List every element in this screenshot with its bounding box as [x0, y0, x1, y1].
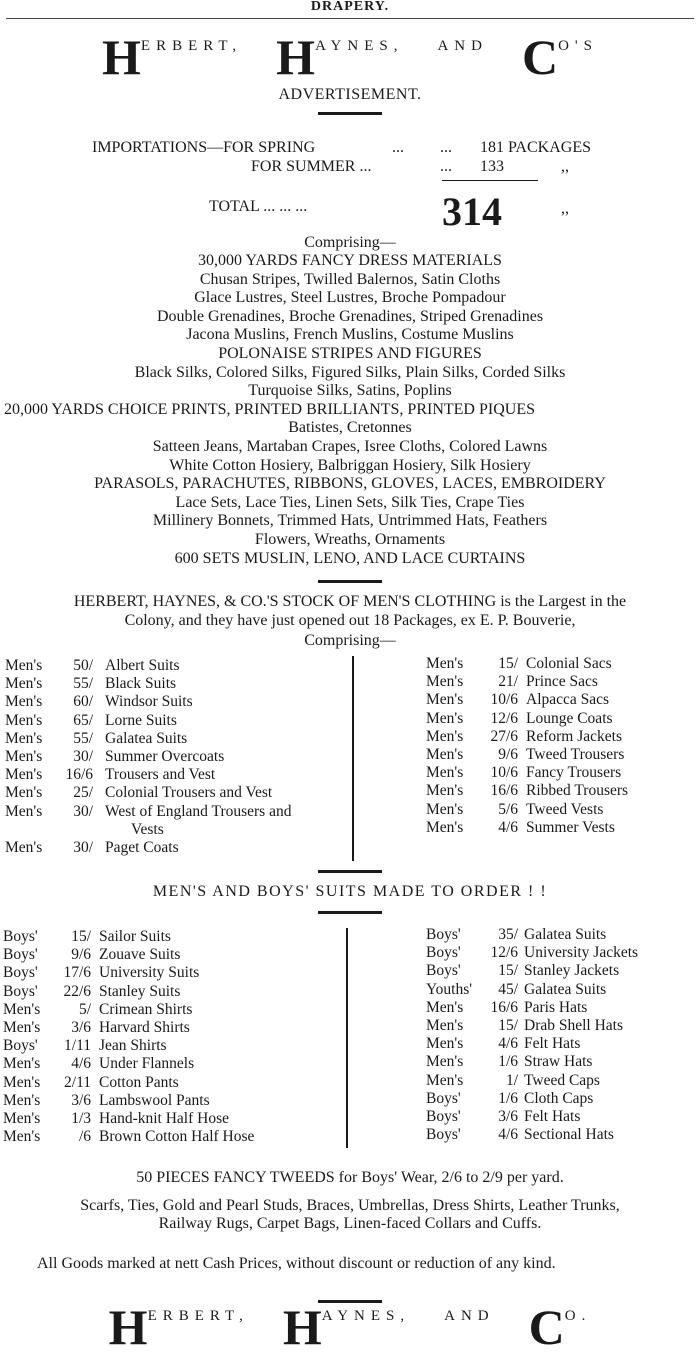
row-item: Cloth Caps — [524, 1089, 594, 1107]
price-row — [3, 1001, 343, 1019]
row-price: 30/ — [73, 747, 93, 765]
row-item: Felt Hats — [524, 1035, 581, 1053]
row-item: Tweed Trousers — [526, 745, 625, 763]
dress-line: PARASOLS, PARACHUTES, RIBBONS, GLOVES, LACES, EMBROIDERY — [94, 475, 606, 493]
row-price: /6 — [78, 1128, 91, 1146]
row-who: Men's — [426, 727, 464, 745]
row-item: Paget Coats — [105, 838, 179, 856]
row-price: 12/6 — [490, 944, 518, 962]
clothing-comprising: Comprising— — [304, 632, 396, 649]
total-ditto: ,, — [561, 200, 569, 217]
price-row — [3, 928, 343, 946]
price-row — [426, 981, 700, 999]
row-item: Galatea Suits — [524, 980, 607, 998]
row-price: 25/ — [73, 784, 93, 802]
price-row — [5, 712, 345, 730]
price-row — [5, 675, 345, 693]
row-item: Prince Sacs — [526, 673, 598, 691]
subtitle: ADVERTISEMENT. — [278, 86, 422, 103]
row-price: 16/6 — [490, 782, 518, 800]
firm-initial-h1: H — [102, 29, 141, 85]
dress-line: White Cotton Hosiery, Balbriggan Hosiery, Silk Hosiery — [169, 456, 531, 474]
row-item: Straw Hats — [524, 1053, 593, 1071]
section-header — [0, 0, 700, 26]
row-item: Felt Hats — [524, 1107, 581, 1125]
header-rule — [6, 18, 694, 19]
category-title: DRAPERY. — [310, 0, 390, 14]
price-row — [3, 1055, 343, 1073]
row-price: 12/6 — [490, 709, 518, 727]
row-who: Boys' — [426, 926, 461, 943]
row-price: 1/ — [505, 1071, 518, 1089]
dress-line: Black Silks, Colored Silks, Figured Silks, Plain Silks, Corded Silks — [134, 363, 566, 381]
price-row — [426, 746, 696, 764]
row-price: 15/ — [498, 1016, 518, 1034]
firm-initial-h2: H — [282, 1299, 322, 1355]
row-item: Lorne Suits — [105, 711, 177, 729]
dress-line: POLONAISE STRIPES AND FIGURES — [218, 345, 482, 362]
dress-line: Turquoise Silks, Satins, Poplins — [248, 382, 452, 400]
row-item: Under Flannels — [99, 1055, 195, 1073]
price-row — [426, 655, 696, 673]
row-price: 3/6 — [498, 1107, 518, 1125]
divider-rule — [318, 580, 382, 583]
dress-line: Double Grenadines, Broche Grenadines, Striped Grenadines — [156, 307, 544, 325]
row-item: Stanley Jackets — [524, 962, 620, 980]
row-who: Men's — [5, 657, 43, 674]
row-who: Men's — [426, 1016, 464, 1034]
row-who: Men's — [3, 1000, 41, 1018]
dress-line: 600 SETS MUSLIN, LENO, AND LACE CURTAINS — [174, 549, 526, 567]
price-row — [426, 999, 700, 1017]
row-who: Men's — [426, 745, 464, 763]
spring-dots-2: ... — [440, 139, 452, 156]
row-price: 15/ — [498, 655, 518, 672]
row-item: Reform Jackets — [526, 727, 622, 745]
row-price: 15/ — [498, 962, 518, 980]
row-item: Brown Cotton Half Hose — [99, 1128, 255, 1146]
row-price: 22/6 — [63, 982, 91, 1000]
dress-line: Lace Sets, Lace Ties, Linen Sets, Silk Ties, Crape Ties — [175, 493, 525, 511]
row-item: Harvard Shirts — [99, 1018, 190, 1036]
price-row — [426, 944, 700, 962]
row-item: West of England Trousers and — [105, 802, 292, 820]
row-price: 1/6 — [498, 1053, 518, 1071]
row-item: Black Suits — [105, 675, 177, 693]
row-who: Men's — [5, 802, 43, 820]
row-who: Men's — [3, 1091, 41, 1109]
row-item: Galatea Suits — [105, 729, 188, 747]
clothing-list-right — [426, 655, 696, 837]
row-who: Men's — [5, 729, 43, 747]
row-who: Men's — [5, 711, 43, 729]
row-who: Boys' — [426, 944, 461, 962]
row-item: Jean Shirts — [99, 1037, 167, 1055]
price-row — [5, 839, 345, 857]
row-who: Men's — [3, 1128, 41, 1146]
summer-ditto: ,, — [561, 158, 569, 175]
row-price: 3/6 — [71, 1091, 91, 1109]
row-price: 15/ — [71, 928, 91, 945]
row-item: Tweed Caps — [524, 1071, 600, 1089]
scarfs-line1: Scarfs, Ties, Gold and Pearl Studs, Braces, Umbrellas, Dress Shirts, Leather Trunks, — [80, 1197, 620, 1214]
row-who: Men's — [426, 818, 464, 836]
row-price: 30/ — [73, 838, 93, 856]
row-who: Men's — [426, 800, 464, 818]
row-who: Men's — [426, 709, 464, 727]
row-who: Boys' — [3, 1037, 38, 1055]
price-row — [426, 1108, 700, 1126]
firm-word-haynes: AYNES, — [321, 1308, 411, 1324]
price-row — [426, 819, 696, 837]
summer-value: 133 — [480, 158, 504, 175]
price-row — [3, 946, 343, 964]
order-list-right — [426, 926, 700, 1144]
row-price: 16/6 — [490, 998, 518, 1016]
row-who: Boys' — [3, 946, 38, 964]
scarfs-line2: Railway Rugs, Carpet Bags, Linen-faced Collars and Cuffs. — [158, 1215, 542, 1232]
summer-label: FOR SUMMER ... — [251, 158, 372, 175]
dress-line: Batistes, Cretonnes — [288, 419, 412, 437]
firm-initial-c: C — [521, 29, 559, 85]
row-item: University Jackets — [524, 944, 639, 962]
firm-word-herbert: ERBERT, — [140, 38, 243, 54]
price-row — [426, 962, 700, 980]
row-item: Cotton Pants — [99, 1073, 179, 1091]
divider-rule — [318, 112, 382, 115]
row-item: Albert Suits — [105, 657, 180, 674]
row-item: Fancy Trousers — [526, 764, 622, 782]
row-item: Summer Vests — [526, 818, 615, 836]
row-price: 4/6 — [498, 1035, 518, 1053]
divider-rule — [318, 870, 382, 873]
firm-name-top — [0, 29, 700, 85]
firm-initial-c: C — [528, 1299, 565, 1355]
row-who: Boys' — [426, 962, 461, 980]
price-row — [3, 964, 343, 982]
row-price: 30/ — [73, 802, 93, 820]
price-row — [426, 1035, 700, 1053]
price-row — [426, 1126, 700, 1144]
firm-word-herbert: ERBERT, — [147, 1308, 249, 1324]
row-item: Windsor Suits — [105, 693, 193, 711]
row-who: Men's — [5, 675, 43, 693]
column-rule — [346, 928, 348, 1148]
firm-name-bottom — [0, 1299, 700, 1355]
firm-word-co: O. — [564, 1308, 592, 1324]
row-who: Boys' — [426, 1089, 461, 1107]
price-row — [426, 764, 696, 782]
total-value: 314 — [442, 189, 502, 234]
spring-label: IMPORTATIONS—FOR SPRING — [92, 139, 316, 156]
price-row — [3, 1128, 343, 1146]
dress-line: Glace Lustres, Steel Lustres, Broche Pompadour — [194, 289, 506, 307]
row-item: Lambswool Pants — [99, 1091, 210, 1109]
column-rule — [352, 656, 354, 861]
row-price: 60/ — [73, 693, 93, 711]
price-row — [426, 1072, 700, 1090]
row-who: Boys' — [426, 1107, 461, 1125]
firm-initial-h2: H — [276, 29, 316, 85]
row-who: Boys' — [426, 1126, 461, 1144]
row-item: Tweed Vests — [526, 800, 604, 818]
dress-line: Millinery Bonnets, Trimmed Hats, Untrimmed Hats, Feathers — [152, 512, 548, 530]
row-item: Drab Shell Hats — [524, 1016, 624, 1034]
price-row — [5, 657, 345, 675]
dress-line: Jacona Muslins, French Muslins, Costume Muslins — [186, 326, 514, 344]
price-row — [3, 1074, 343, 1092]
clothing-list-left — [5, 657, 345, 857]
row-item: Ribbed Trousers — [526, 782, 629, 800]
price-row — [426, 1017, 700, 1035]
dress-line: 20,000 YARDS CHOICE PRINTS, PRINTED BRILLIANTS, PRINTED PIQUES — [4, 400, 535, 418]
price-row — [3, 1110, 343, 1128]
row-price: 35/ — [498, 926, 518, 943]
row-item: Paris Hats — [524, 998, 588, 1016]
total-label: TOTAL ... ... ... — [209, 198, 308, 215]
price-row — [3, 1092, 343, 1110]
row-who: Men's — [3, 1109, 41, 1127]
price-row — [426, 801, 696, 819]
row-item: Colonial Trousers and Vest — [105, 784, 273, 802]
row-price: 9/6 — [498, 745, 518, 763]
tweeds-line: 50 PIECES FANCY TWEEDS for Boys' Wear, 2/6 to 2/9 per yard. — [136, 1169, 564, 1186]
price-row — [5, 693, 345, 711]
row-price: 65/ — [73, 711, 93, 729]
row-who: Boys' — [3, 964, 38, 982]
row-price: 10/6 — [490, 764, 518, 782]
row-item: Stanley Suits — [99, 982, 181, 1000]
price-row — [426, 728, 696, 746]
clothing-intro-line1: HERBERT, HAYNES, & CO.'S STOCK OF MEN'S CLOTHING is the Largest in the — [73, 593, 627, 610]
row-who: Boys' — [3, 982, 38, 1000]
price-row — [5, 803, 345, 821]
clothing-intro-line2: Colony, and they have just opened out 18 Packages, ex E. P. Bouverie, — [124, 612, 576, 629]
row-price: 9/6 — [71, 946, 91, 964]
price-row — [5, 784, 345, 802]
row-who: Men's — [426, 655, 464, 672]
row-item: Crimean Shirts — [99, 1000, 193, 1018]
row-who: Men's — [426, 673, 464, 691]
row-price: 1/3 — [71, 1109, 91, 1127]
row-who: Men's — [5, 693, 43, 711]
firm-word-haynes: AYNES, — [315, 38, 404, 54]
row-price: 2/11 — [64, 1073, 91, 1091]
price-row — [426, 782, 696, 800]
price-row — [426, 1090, 700, 1108]
spring-value: 181 PACKAGES — [480, 139, 591, 156]
spring-dots: ... — [392, 139, 404, 156]
row-item: Colonial Sacs — [526, 655, 612, 672]
row-price: 45/ — [498, 980, 518, 998]
row-price: 10/6 — [490, 691, 518, 709]
price-row — [3, 983, 343, 1001]
row-item: Vests — [131, 820, 164, 838]
row-who: Men's — [426, 782, 464, 800]
row-item: Summer Overcoats — [105, 747, 225, 765]
dress-line: Flowers, Wreaths, Ornaments — [254, 531, 446, 548]
row-who: Men's — [5, 747, 43, 765]
dress-line: Chusan Stripes, Twilled Balernos, Satin Cloths — [199, 270, 501, 288]
row-price: 27/6 — [490, 727, 518, 745]
row-item: University Suits — [99, 964, 200, 982]
row-who: Men's — [3, 1018, 41, 1036]
row-price: 4/6 — [71, 1055, 91, 1073]
row-who: Men's — [426, 1053, 464, 1071]
dress-line: 30,000 YARDS FANCY DRESS MATERIALS — [198, 252, 502, 269]
row-who: Youths' — [426, 980, 473, 998]
row-who: Men's — [426, 691, 464, 709]
firm-word-and: AND — [444, 1308, 495, 1324]
row-price: 17/6 — [63, 964, 91, 982]
row-item: Trousers and Vest — [105, 766, 216, 784]
price-row — [426, 710, 696, 728]
row-price: 5/ — [78, 1000, 91, 1018]
summer-underline — [442, 180, 538, 181]
row-who: Men's — [426, 998, 464, 1016]
row-item: Hand-knit Half Hose — [99, 1109, 229, 1127]
order-list-left — [3, 928, 343, 1146]
row-who: Men's — [3, 1073, 41, 1091]
row-item: Sectional Hats — [524, 1126, 614, 1144]
row-who: Boys' — [3, 928, 38, 945]
row-price: 16/6 — [65, 766, 93, 784]
price-row — [426, 673, 696, 691]
price-row — [426, 691, 696, 709]
row-item: Sailor Suits — [99, 928, 171, 945]
dress-line: Satteen Jeans, Martaban Crapes, Isree Cloths, Colored Lawns — [152, 438, 548, 455]
row-who: Men's — [3, 1055, 41, 1073]
row-item: Zouave Suits — [99, 946, 181, 964]
order-heading: MEN'S AND BOYS' SUITS MADE TO ORDER ! ! — [152, 883, 548, 900]
row-price: 5/6 — [498, 800, 518, 818]
row-who: Men's — [5, 784, 43, 802]
summer-dots: ... — [440, 158, 452, 175]
row-item: Galatea Suits — [524, 926, 607, 943]
price-row — [426, 926, 700, 944]
row-who: Men's — [426, 1071, 464, 1089]
price-row — [5, 730, 345, 748]
row-price: 4/6 — [498, 818, 518, 836]
price-row — [5, 766, 345, 784]
row-price: 50/ — [73, 657, 93, 674]
row-price: 55/ — [73, 729, 93, 747]
firm-word-and: AND — [437, 38, 488, 54]
row-price: 55/ — [73, 675, 93, 693]
price-row — [5, 821, 345, 839]
row-who: Men's — [5, 766, 43, 784]
row-price: 3/6 — [71, 1018, 91, 1036]
price-row — [3, 1037, 343, 1055]
firm-initial-h1: H — [108, 1299, 148, 1355]
terms-paragraph: All Goods marked at nett Cash Prices, without discount or reduction of any kind. — [37, 1255, 556, 1272]
row-item: Alpacca Sacs — [526, 691, 610, 709]
dress-comprising: Comprising— — [304, 234, 396, 251]
divider-rule — [318, 911, 382, 914]
firm-word-cos: O'S — [558, 38, 598, 54]
price-row — [5, 748, 345, 766]
row-price: 1/6 — [498, 1089, 518, 1107]
row-price: 21/ — [498, 673, 518, 691]
row-price: 1/11 — [64, 1037, 91, 1055]
row-who: Men's — [426, 1035, 464, 1053]
row-who: Men's — [5, 838, 43, 856]
row-who: Men's — [426, 764, 464, 782]
row-item: Lounge Coats — [526, 709, 613, 727]
price-row — [426, 1053, 700, 1071]
price-row — [3, 1019, 343, 1037]
row-price: 4/6 — [498, 1126, 518, 1144]
